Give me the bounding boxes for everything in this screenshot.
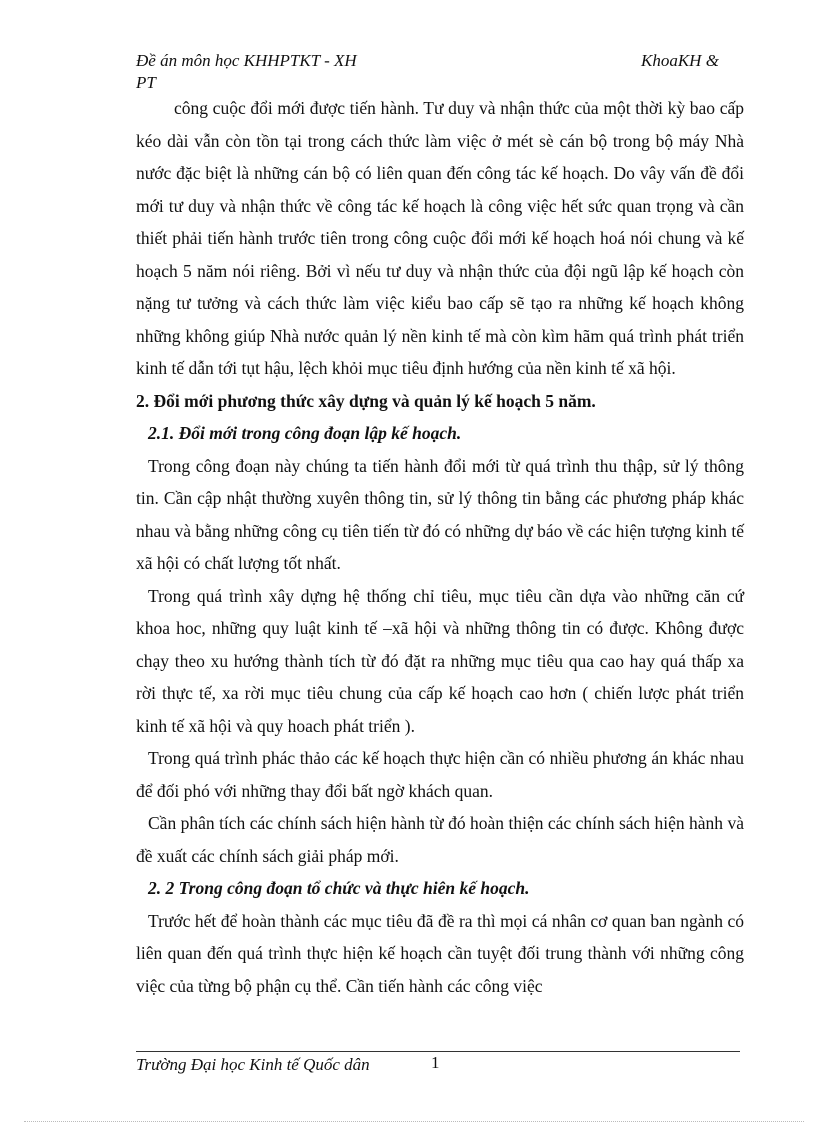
- body-text: [136, 92, 744, 1002]
- paragraph-1: công cuộc đổi mới được tiến hành. Tư duy và nhận thức của một thời kỳ bao cấp kéo dài vẫn còn tồn tại trong cách thức làm việc ở mét sè cán bộ trong bộ máy Nhà nước đặc biệt là những cán bộ có liên quan đến công tác kế hoạch. Do vây vấn đề đổi mới tư duy và nhận thức về công tác kế hoạch là công việc hết sức quan trọng và cần thiết phải tiến hành trước tiên trong công cuộc đổi mới kế hoạch hoá nói chung và kế hoạch 5 năm nói riêng. Bởi vì nếu tư duy và nhận thức của đội ngũ lập kế hoạch còn nặng tư tưởng và cách thức làm việc kiểu bao cấp sẽ tạo ra những kế hoạch không những không giúp Nhà nước quản lý nền kinh tế mà còn kìm hãm quá trình phát triển kinh tế dẫn tới tụt hậu, lệch khỏi mục tiêu định hướng của nền kinh tế xã hội.: [136, 98, 744, 378]
- footer-divider: [136, 1051, 740, 1052]
- page-number: 1: [431, 1053, 440, 1072]
- header-left-continuation: PT: [136, 73, 156, 92]
- paragraph-6: Trước hết để hoàn thành các mục tiêu đã đề ra thì mọi cá nhân cơ quan ban ngành có liên quan đến quá trình thực hiện kế hoạch cần tuyệt đối trung thành với những công việc của từng bộ phận cụ thể. Cần tiến hành các công việc: [136, 910, 744, 996]
- header-course-title: [136, 50, 396, 94]
- subsection-heading-2-1: 2.1. Đổi mới trong công đoạn lập kế hoạch.: [148, 423, 462, 443]
- paragraph-5: Cần phân tích các chính sách hiện hành từ đó hoàn thiện các chính sách hiện hành và đề xuất các chính sách giải pháp mới.: [136, 813, 744, 866]
- page-edge-divider: [24, 1121, 804, 1122]
- paragraph-4: Trong quá trình phác thảo các kế hoạch thực hiện cần có nhiều phương án khác nhau để đối phó với những thay đổi bất ngờ khách quan.: [136, 748, 744, 801]
- header-faculty: KhoaKH &: [641, 51, 719, 70]
- paragraph-2: Trong công đoạn này chúng ta tiến hành đổi mới từ quá trình thu thập, sử lý thông tin. Cần cập nhật thường xuyên thông tin, sử lý thông tin bằng các phương pháp khác nhau và bằng những công cụ tiên tiến từ đó có những dự báo về các hiện tượng kinh tế xã hội có chất lượng tốt nhất.: [136, 455, 744, 573]
- paragraph-3: Trong quá trình xây dựng hệ thống chỉ tiêu, mục tiêu cần dựa vào những căn cứ khoa hoc, những quy luật kinh tế –xã hội và những thông tin có được. Không được chạy theo xu hướng thành tích từ đó đặt ra những mục tiêu qua cao hay quá thấp xa rời thực tế, xa rời mục tiêu chung của cấp kế hoạch cao hơn ( chiến lược phát triển kinh tế xã hội và quy hoach phát triển ).: [136, 585, 744, 736]
- section-heading-2: 2. Đổi mới phương thức xây dựng và quản lý kế hoạch 5 năm.: [136, 390, 596, 411]
- header-left-text: Đề án môn học KHHPTKT - XH: [136, 51, 357, 70]
- subsection-heading-2-2: 2. 2 Trong công đoạn tổ chức và thực hiên kế hoạch.: [148, 878, 530, 898]
- footer-university: Trường Đại học Kinh tế Quốc dân: [136, 1055, 370, 1074]
